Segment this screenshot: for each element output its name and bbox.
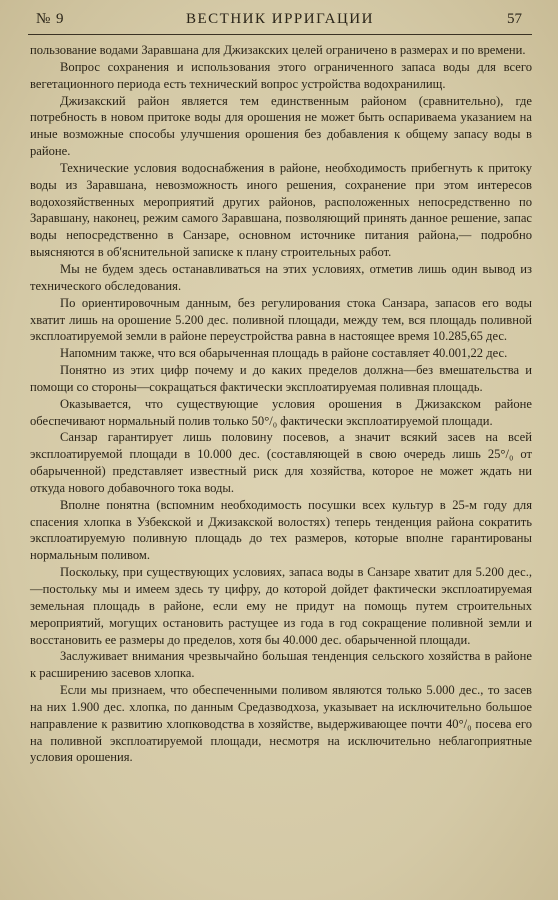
journal-title: ВЕСТНИК ИРРИГАЦИИ: [186, 11, 374, 27]
paragraph: пользование водами Заравшана для Джизакских целей ограничено в размерах и по времени.: [30, 43, 526, 57]
page-number: 57: [507, 11, 522, 27]
paragraph: Вопрос сохранения и использования этого ограниченного запаса воды для всего вегетационного периода есть технический вопрос устройства водохранилищ.: [30, 59, 532, 91]
paragraph: Вполне понятна (вспомним необходимость посушки всех культур в 25-м году для спасения хлопка в Узбекской и Джизакской волостях) теперь тенденция района сократить эксплоатируемую поливную площадь до тех размеров, которые вполне гарантированы нормальным поливом.: [30, 497, 532, 563]
issue-number: № 9: [36, 11, 65, 27]
paragraph: По ориентировочным данным, без регулирования стока Санзара, запасов его воды хватит лишь на орошение 5.200 дес. поливной площади, между тем, вся площадь поливной эксплоатируемой земли в районе переустройства равна в настоящее время 10.285,65 дес.: [30, 295, 532, 344]
article-body: [30, 42, 532, 766]
paragraph: Заслуживает внимания чрезвычайно большая тенденция сельского хозяйства в районе к расширению засевов хлопка.: [30, 649, 532, 681]
paragraph: Оказывается, что существующие условия орошения в Джизакском районе обеспечивают нормальный полив только 50°/₀ фактически эксплоатируемой площади.: [30, 396, 532, 428]
paragraph: Напомним также, что вся обарыченная площадь в районе составляет 40.001,22 дес.: [60, 346, 508, 361]
paragraph: Технические условия водоснабжения в районе, необходимость прибегнуть к притоку воды из Заравшана, невозможность иного решения, сохранение при этом интересов водохозяйственных мероприятий других районов, расположенных непосредственно по Заравшану, наконец, режим самого Заравшана, позволяющий принять данное решение, запас воды непосредственно в Санзаре, основном источнике питания района,— подробно выясняются в об'яснительной записке к плану строительных работ.: [30, 160, 532, 260]
paragraph: Джизакский район является тем единственным районом (сравнительно), где потребность в новом притоке воды для орошения не может быть оспариваема указанием на иные возможные способы улучшения орошения без добавления к общему запасу воды в районе.: [30, 93, 532, 159]
paragraph: Поскольку, при существующих условиях, запаса воды в Санзаре хватит для 5.200 дес.,—постольку мы и имеем здесь ту цифру, до которой дойдет фактически эксплоатируемая земельная площадь в районе, если ему не придут на помощь путем строительных мероприятий, могущих остановить растущее из года в год сокращение поливной земли и восстановить ее размеры до пределов, хотя бы 40.000 дес. обарыченной площади.: [30, 565, 532, 647]
paragraph: Если мы признаем, что обеспеченными поливом являются только 5.000 дес., то засев на них 1.900 дес. хлопка, по данным Средазводхоза, указывает на исключительно большое направление к развитию хлопководства в хозяйстве, выдерживающее почти 40°/₀ посева его на поливной эксплоатируемой площади, несмотря на исключительно неблагоприятные условия орошения.: [30, 683, 532, 765]
paragraph: Санзар гарантирует лишь половину посевов, а значит всякий засев на всей эксплоатируемой площади в 10.000 дес. (составляющей в свою очередь лишь 25°/₀ от обарыченной) представляет известный риск для хозяйства, которое не может ждать ни откуда нового добавочного тока воды.: [30, 430, 532, 495]
page-header: [28, 8, 532, 35]
paragraph: Мы не будем здесь останавливаться на этих условиях, отметив лишь один вывод из технического обследования.: [30, 261, 532, 293]
paragraph: Понятно из этих цифр почему и до каких пределов должна—без вмешательства и помощи со стороны—сокращаться фактически эксплоатируемая поливная площадь.: [30, 363, 532, 394]
